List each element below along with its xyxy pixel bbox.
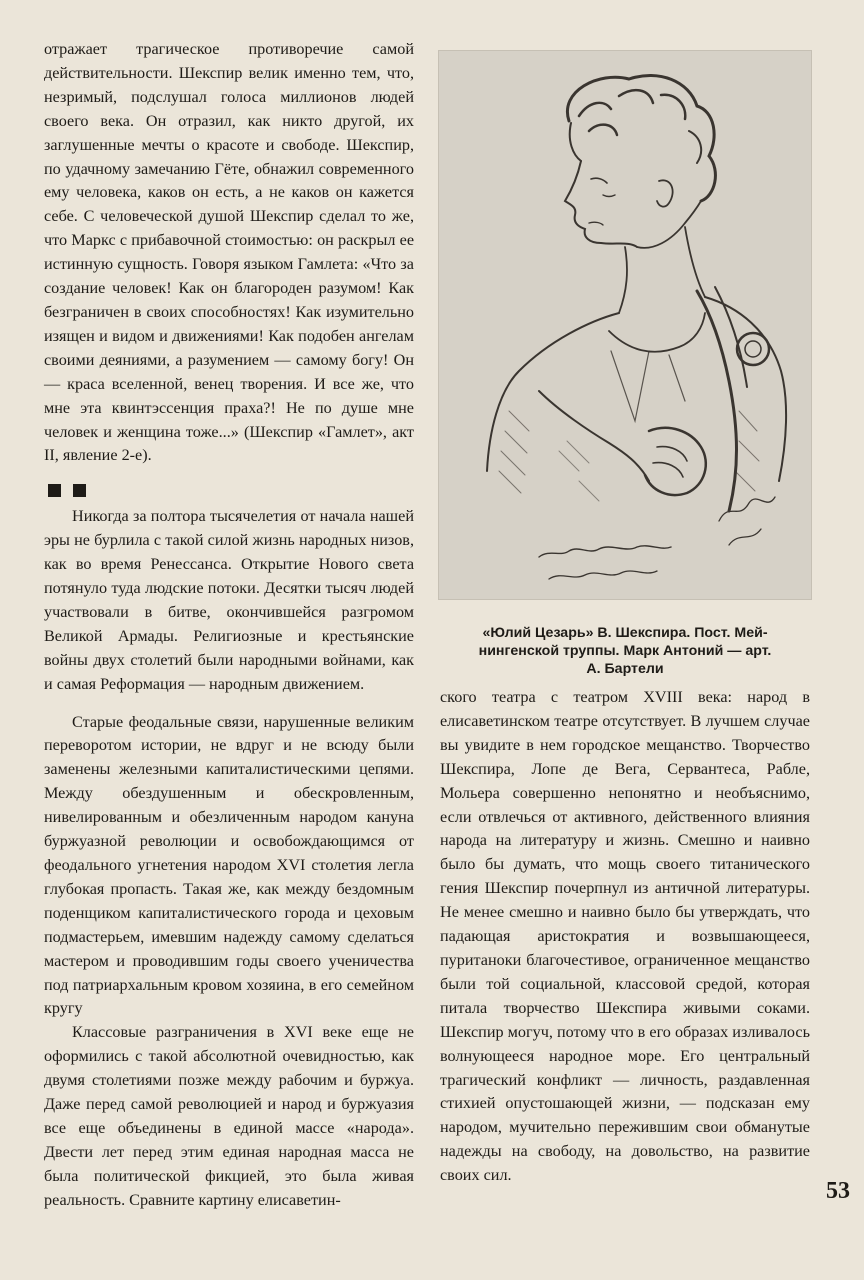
caption-line: нингенской труппы. Марк Антоний — арт. [478,643,772,659]
separator-square-icon [73,484,86,497]
paragraph-elizabethan-theatre: ского театра с театром XVIII века: народ в елисаветинском театре отсутствует. В лучшем случае вы увидите в нем городское мещанство. Творчество Шекспира, Лопе де Вега, Сервантеса, Рабле, Мольера совершенно непонятно и необъяснимо, если отвлечься от активного, действенного влияния народа на литературу и жизнь. Смешно и наивно было бы думать, что мощь своего титанического гения Шекспир почерпнул из античной литературы. Не менее смешно и наивно было бы утверждать, что падающая аристократия и возвышающееся, пуританоки благочестивое, ограниченное мещанство были той социальной, классовой средой, которая питала творчество Шекспира живыми соками. Шекспир могуч, потому что в его образах изливалось волнующееся народное море. Его центральный трагический конфликт — личность, раздавленная стихией опустошающей жизни, — подсказан ему народом, мучительно пережившим свои обманутые надежды на свободу, на довольство, на развитие своих сил. [440,688,810,1185]
left-text-column [44,38,414,1213]
caption-line: «Юлий Цезарь» В. Шекспира. Пост. Мей- [482,625,768,641]
portrait-sketch-image [438,50,812,600]
figure-caption [438,624,812,678]
section-separator [48,484,414,497]
separator-square-icon [48,484,61,497]
right-text-column [440,686,810,1188]
paragraph-hamlet-quote: отражает трагическое противоречие самой действительности. Шекспир велик именно тем, что, незримый, подслушал голоса миллионов людей своего века. Он отразил, как никто другой, их заглушенные мечты о красоте и свободе. Шекспир, по удачному замечанию Гёте, обнажил современного ему человека, каков он есть, а не каков он кажется себе. С человеческой душой Шекспир сделал то же, что Маркс с прибавочной стоимостью: он раскрыл ее истинную сущность. Говоря языком Гамлета: «Что за создание человек! Как он благороден разумом! Как безграничен в своих способностях! Как изумительно изящен и видом и движениями! Как подобен ангелам своими деяниями, а разумением — самому богу! Он — краса вселенной, венец творения. И все же, что мне эта квинтэссенция праха?! Не по душе мне человек и женщина тоже...» (Шекспир «Гамлет», акт II, явление 2-е). [44,40,414,465]
page-number: 53 [826,1178,850,1204]
paragraph-renaissance: Никогда за полтора тысячелетия от начала нашей эры не бурлила с такой силой жизнь народных низов, как во время Ренессанса. Открытие Нового света потянуло туда людские потоки. Десятки тысяч людей участвовали в битве, окончившейся разгромом Великой Армады. Религиозные и крестьянские войны двух столетий были народными войнами, как и самая Реформация — народным движением. [44,507,414,693]
paragraph-feudal-ties: Старые феодальные связи, нарушенные великим переворотом истории, не вдруг и не всюду были заменены железными капиталистическими цепями. Между обездушенным и обескровленным, нивелированным и обезличенным народом кануна буржуазной революции и освобождающимся от феодального угнетения народом XVI столетия легла глубокая пропасть. Такая же, как между бездомным поденщиком капиталистического города и цеховым подмастерьем, имевшим надежду самому сделаться мастером и проводившим годы своего ученичества под патриархальным кровом хозяина, в его семейном кругу [44,712,414,1018]
caption-line: А. Бартели [586,661,664,677]
paragraph-class-divisions: Классовые разграничения в XVI веке еще не оформились с такой абсолютной очевидностью, как двумя столетиями позже между рабочим и буржуа. Даже перед самой революцией и народ и буржуазия все еще объединены в единой массе «народа». Двести лет перед этим единая народная масса не была политической фикцией, это была живая реальность. Сравните картину елисаветин- [44,1023,414,1209]
